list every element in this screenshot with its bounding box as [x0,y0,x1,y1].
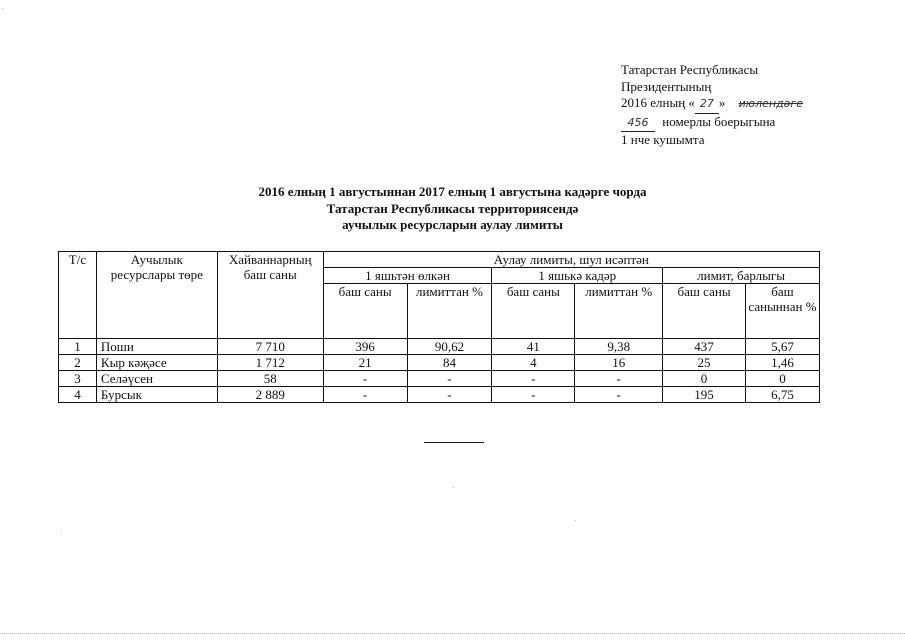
row-num: 4 [59,387,97,403]
appendix-date-prefix: 2016 елның « [621,95,695,110]
row-total-pct: 6,75 [745,387,819,403]
header-young-count: баш саны [492,284,575,339]
row-total-pct: 0 [745,371,819,387]
scan-bottom-edge [0,633,905,634]
row-num: 3 [59,371,97,387]
row-older-count: 396 [323,339,407,355]
hunting-limits-table [58,251,820,403]
row-older-pct: - [407,387,492,403]
row-num: 1 [59,339,97,355]
row-young-count: 41 [492,339,575,355]
row-total-pct: 1,46 [745,355,819,371]
row-older-count: - [323,371,407,387]
row-animals: 2 889 [217,387,323,403]
title-line-1: 2016 елның 1 августыннан 2017 елның 1 августына кадәрге чорда [258,184,647,199]
appendix-date-day: 27 [695,96,719,114]
row-young-pct: - [575,387,663,403]
appendix-date-month: июлендәге [738,97,803,110]
appendix-decree-suffix: номерлы боерыгына [662,113,776,129]
appendix-block [621,62,803,149]
header-older-count: баш саны [323,284,407,339]
appendix-line-president: Президентының [621,78,712,94]
row-young-pct: - [575,371,663,387]
row-older-pct: 84 [407,355,492,371]
row-young-count: - [492,387,575,403]
header-young-pct: лимиттан % [575,284,663,339]
appendix-line-decree [621,114,803,133]
row-young-pct: 9,38 [575,339,663,355]
table-row [59,371,820,387]
appendix-line-date [621,95,803,114]
document-title [0,184,905,234]
row-animals: 58 [217,371,323,387]
row-older-count: - [323,387,407,403]
appendix-line-attachment: 1 нче кушымта [621,132,705,147]
row-total-count: 437 [663,339,746,355]
header-total-pct: баш саныннан % [745,284,819,339]
row-total-count: 25 [663,355,746,371]
row-young-pct: 16 [575,355,663,371]
scan-speck [60,533,61,534]
row-total-pct: 5,67 [745,339,819,355]
row-num: 2 [59,355,97,371]
header-older-pct: лимиттан % [407,284,492,339]
header-younger: 1 яшькә кадәр [492,268,663,284]
row-young-count: 4 [492,355,575,371]
row-older-pct: - [407,371,492,387]
scan-speck [575,520,576,521]
row-animals: 1 712 [217,355,323,371]
header-older: 1 яшьтән өлкән [323,268,492,284]
header-limit-group: Аулау лимиты, шул исәптән [323,252,819,268]
header-total: лимит, барлыгы [663,268,820,284]
row-total-count: 0 [663,371,746,387]
row-name: Кыр кәҗәсе [96,355,217,371]
scan-speck [453,487,454,488]
title-line-3: аучылык ресурсларын аулау лимиты [342,217,563,232]
appendix-date-mid: » [718,95,726,110]
row-young-count: - [492,371,575,387]
row-name: Бурсык [96,387,217,403]
row-name: Поши [96,339,217,355]
appendix-decree-number: 456 [621,115,655,133]
row-older-pct: 90,62 [407,339,492,355]
row-animals: 7 710 [217,339,323,355]
table-row [59,339,820,355]
header-animals: Хайваннарның баш саны [217,252,323,339]
row-total-count: 195 [663,387,746,403]
appendix-line-republic: Татарстан Республикасы [621,62,759,77]
scan-speck [2,8,3,9]
row-older-count: 21 [323,355,407,371]
header-resource: Аучылык ресурслары төре [96,252,217,339]
table-row [59,387,820,403]
header-num: Т/с [59,252,97,339]
header-total-count: баш саны [663,284,746,339]
end-separator-line [424,442,484,443]
title-line-2: Татарстан Республикасы территориясендә [326,200,579,216]
table-row [59,355,820,371]
row-name: Селәүсен [96,371,217,387]
